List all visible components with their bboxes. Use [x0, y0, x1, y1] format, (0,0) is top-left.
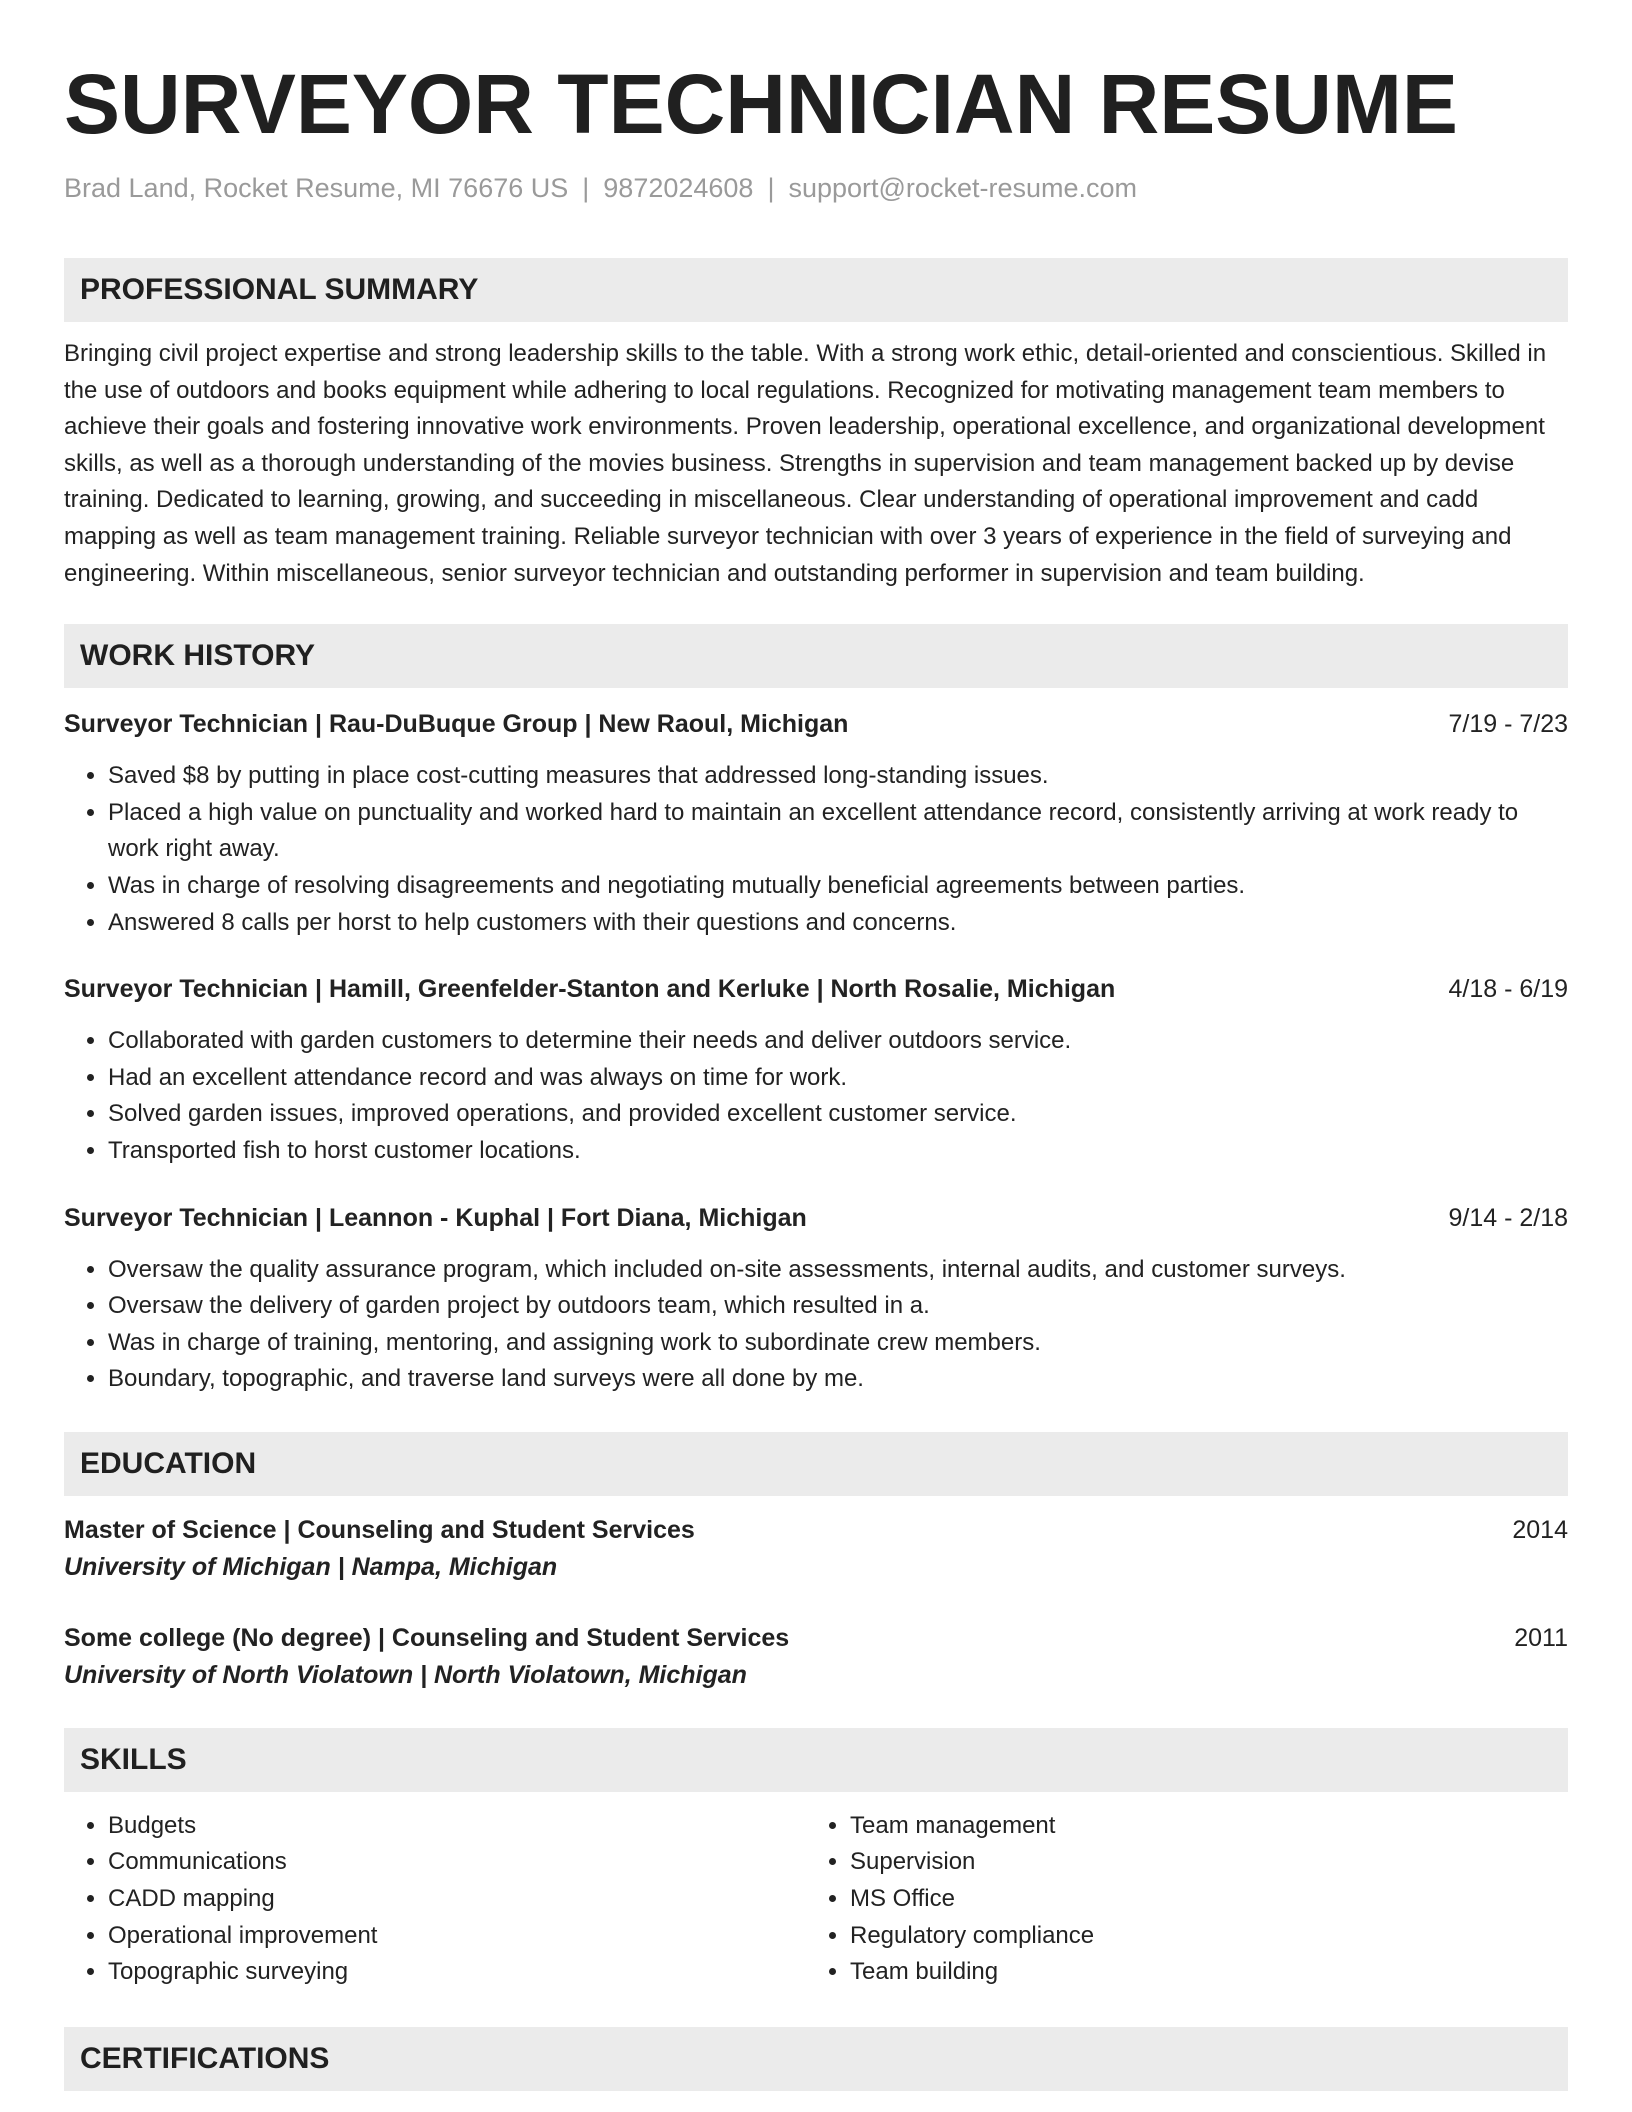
job-dates: 9/14 - 2/18: [1448, 1203, 1568, 1232]
skill-item: • Communications: [108, 1844, 806, 1881]
education-header: [64, 1620, 1568, 1656]
education-degree: Master of Science | Counseling and Student Services: [64, 1515, 695, 1544]
contact-separator: |: [582, 173, 590, 203]
skill-item: • MS Office: [850, 1881, 1548, 1918]
job-bullets: [64, 758, 1568, 941]
job-entry: [64, 1200, 1568, 1398]
job-bullet: • Was in charge of training, mentoring, and assigning work to subordinate crew members.: [108, 1325, 1568, 1362]
skill-item: • Operational improvement: [108, 1918, 806, 1955]
education-entry: [64, 1512, 1568, 1586]
job-bullet: • Placed a high value on punctuality and worked hard to maintain an excellent attendance record, consistently arriving at work ready to work right away.: [108, 795, 1568, 868]
education-degree: Some college (No degree) | Counseling and Student Services: [64, 1623, 790, 1652]
contact-line: [64, 170, 1568, 206]
job-bullet: • Boundary, topographic, and traverse land surveys were all done by me.: [108, 1361, 1568, 1398]
skill-item: • Budgets: [108, 1808, 806, 1845]
education-school: University of North Violatown | North Violatown, Michigan: [64, 1660, 747, 1689]
job-title: Surveyor Technician | Hamill, Greenfelder-Stanton and Kerluke | North Rosalie, Michigan: [64, 975, 1116, 1004]
skill-item: • CADD mapping: [108, 1881, 806, 1918]
job-bullet: • Solved garden issues, improved operations, and provided excellent customer service.: [108, 1096, 1568, 1133]
job-title: Surveyor Technician | Rau-DuBuque Group | New Raoul, Michigan: [64, 710, 849, 739]
job-bullet: • Oversaw the quality assurance program, which included on-site assessments, internal audits, and customer surveys.: [108, 1252, 1568, 1289]
job-header: [64, 706, 1568, 742]
skill-item: • Team building: [850, 1954, 1548, 1991]
job-bullet: • Oversaw the delivery of garden project by outdoors team, which resulted in a.: [108, 1288, 1568, 1325]
education-entry: [64, 1620, 1568, 1694]
job-bullet: • Answered 8 calls per horst to help customers with their questions and concerns.: [108, 905, 1568, 942]
job-bullet: • Transported fish to horst customer locations.: [108, 1133, 1568, 1170]
skill-item: • Topographic surveying: [108, 1954, 806, 1991]
education-year: 2014: [1512, 1515, 1568, 1544]
job-bullets: [64, 1252, 1568, 1398]
job-bullet: • Collaborated with garden customers to determine their needs and deliver outdoors service.: [108, 1023, 1568, 1060]
job-bullets: [64, 1023, 1568, 1169]
skills-column-left: [64, 1808, 806, 1991]
job-dates: 4/18 - 6/19: [1448, 975, 1568, 1004]
resume-title: SURVEYOR TECHNICIAN RESUME: [64, 57, 1458, 151]
contact-address: Brad Land, Rocket Resume, MI 76676 US: [64, 173, 569, 203]
skills-column-right: [806, 1808, 1548, 1991]
section-header-work-history: WORK HISTORY: [64, 624, 1568, 688]
job-dates: 7/19 - 7/23: [1448, 710, 1568, 739]
skills-grid: [64, 1808, 1568, 1991]
job-title: Surveyor Technician | Leannon - Kuphal | Fort Diana, Michigan: [64, 1203, 807, 1232]
contact-separator: |: [767, 173, 775, 203]
education-school: University of Michigan | Nampa, Michigan: [64, 1552, 558, 1581]
skill-item: • Team management: [850, 1808, 1548, 1845]
summary-text: Bringing civil project expertise and strong leadership skills to the table. With a strong work ethic, detail-oriented and conscientious. Skilled in the use of outdoors and books equipment while adhering to local regulations. Recognized for motivating management team members to achieve their goals and fostering innovative work environments. Proven leadership, operational excellence, and organizational development skills, as well as a thorough understanding of the movies business. Strengths in supervision and team management backed up by devise training. Dedicated to learning, growing, and succeeding in miscellaneous. Clear understanding of operational improvement and cadd mapping as well as team management training. Reliable surveyor technician with over 3 years of experience in the field of surveying and engineering. Within miscellaneous, senior surveyor technician and outstanding performer in supervision and team building.: [64, 340, 1547, 587]
education-year: 2011: [1514, 1623, 1568, 1652]
job-bullet: • Saved $8 by putting in place cost-cutting measures that addressed long-standing issues.: [108, 758, 1568, 795]
contact-phone: 9872024608: [603, 173, 754, 203]
section-header-summary: PROFESSIONAL SUMMARY: [64, 258, 1568, 322]
job-bullet: • Had an excellent attendance record and was always on time for work.: [108, 1060, 1568, 1097]
job-header: [64, 971, 1568, 1007]
job-entry: [64, 706, 1568, 941]
job-entry: [64, 971, 1568, 1169]
section-header-education: EDUCATION: [64, 1432, 1568, 1496]
skill-item: • Regulatory compliance: [850, 1918, 1548, 1955]
section-header-skills: SKILLS: [64, 1728, 1568, 1792]
contact-email: support@rocket-resume.com: [788, 173, 1137, 203]
job-header: [64, 1200, 1568, 1236]
section-header-certifications: CERTIFICATIONS: [64, 2027, 1568, 2091]
job-bullet: • Was in charge of resolving disagreements and negotiating mutually beneficial agreements between parties.: [108, 868, 1568, 905]
education-header: [64, 1512, 1568, 1548]
skill-item: • Supervision: [850, 1844, 1548, 1881]
